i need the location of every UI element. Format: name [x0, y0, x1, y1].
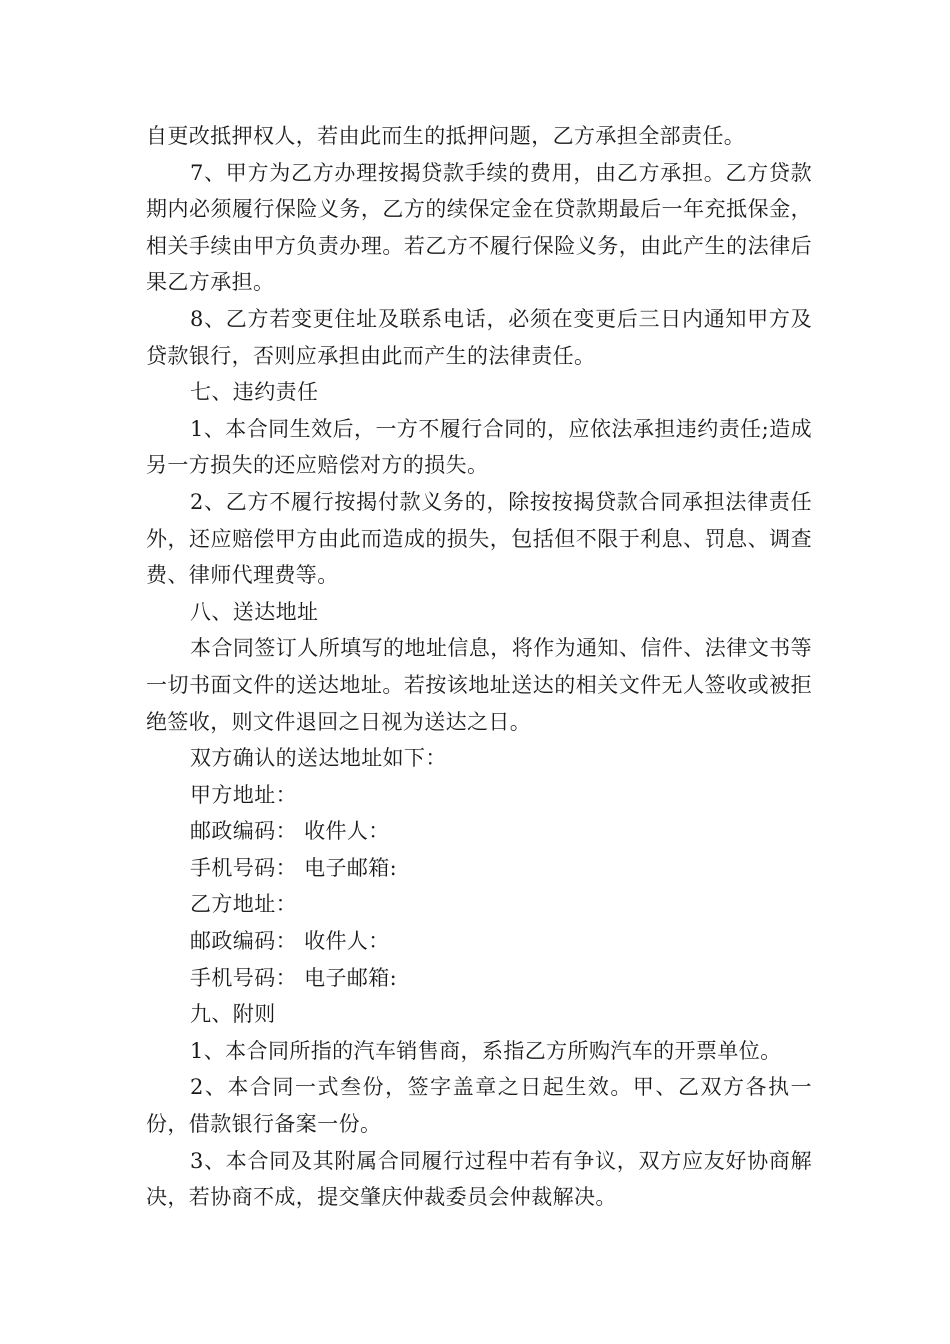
- section-heading-breach: 七、违约责任: [190, 380, 319, 405]
- delivery-address-paragraph: 本合同签订人所填写的地址信息，将作为通知、信件、法律文书等一切书面文件的送达地址。若按该地址送达的相关文件无人签收或被拒绝签收，则文件退回之日视为送达之日。: [146, 636, 812, 734]
- section-heading-delivery-address: 八、送达地址: [190, 599, 319, 624]
- party-b-address-label: 乙方地址：: [190, 892, 297, 917]
- clause-7-fees-insurance: 7、甲方为乙方办理按揭贷款手续的费用，由乙方承担。乙方贷款期内必须履行保险义务，乙方的续保定金在贷款期最后一年充抵保金，相关手续由甲方负责办理。若乙方不履行保险义务，由此产生的法律后果乙方承担。: [146, 160, 812, 295]
- breach-clause-2: 2、乙方不履行按揭付款义务的，除按按揭贷款合同承担法律责任外，还应赔偿甲方由此而造成的损失，包括但不限于利息、罚息、调查费、律师代理费等。: [146, 489, 812, 588]
- party-b-phone-email: 手机号码： 电子邮箱:: [190, 965, 398, 990]
- supplementary-clause-2: 2、本合同一式叁份，签字盖章之日起生效。甲、乙双方各执一份，借款银行备案一份。: [146, 1075, 812, 1137]
- breach-clause-1: 1、本合同生效后，一方不履行合同的，应依法承担违约责任;造成另一方损失的还应赔偿对方的损失。: [146, 416, 812, 478]
- supplementary-clause-1: 1、本合同所指的汽车销售商，系指乙方所购汽车的开票单位。: [190, 1038, 782, 1063]
- party-a-address-label: 甲方地址：: [190, 782, 297, 807]
- party-a-postcode-recipient: 邮政编码： 收件人：: [190, 819, 390, 844]
- document-body: [146, 118, 812, 1216]
- clause-8-change-address: 8、乙方若变更住址及联系电话，必须在变更后三日内通知甲方及贷款银行，否则应承担由此而产生的法律责任。: [146, 306, 812, 368]
- delivery-address-intro: 双方确认的送达地址如下：: [190, 746, 447, 771]
- party-a-phone-email: 手机号码： 电子邮箱:: [190, 855, 398, 880]
- party-b-postcode-recipient: 邮政编码： 收件人：: [190, 929, 390, 954]
- section-heading-supplementary: 九、附则: [190, 1002, 276, 1027]
- paragraph-0: 自更改抵押权人，若由此而生的抵押问题，乙方承担全部责任。: [146, 124, 746, 148]
- supplementary-clause-3: 3、本合同及其附属合同履行过程中若有争议，双方应友好协商解决，若协商不成，提交肇庆仲裁委员会仲裁解决。: [146, 1148, 812, 1210]
